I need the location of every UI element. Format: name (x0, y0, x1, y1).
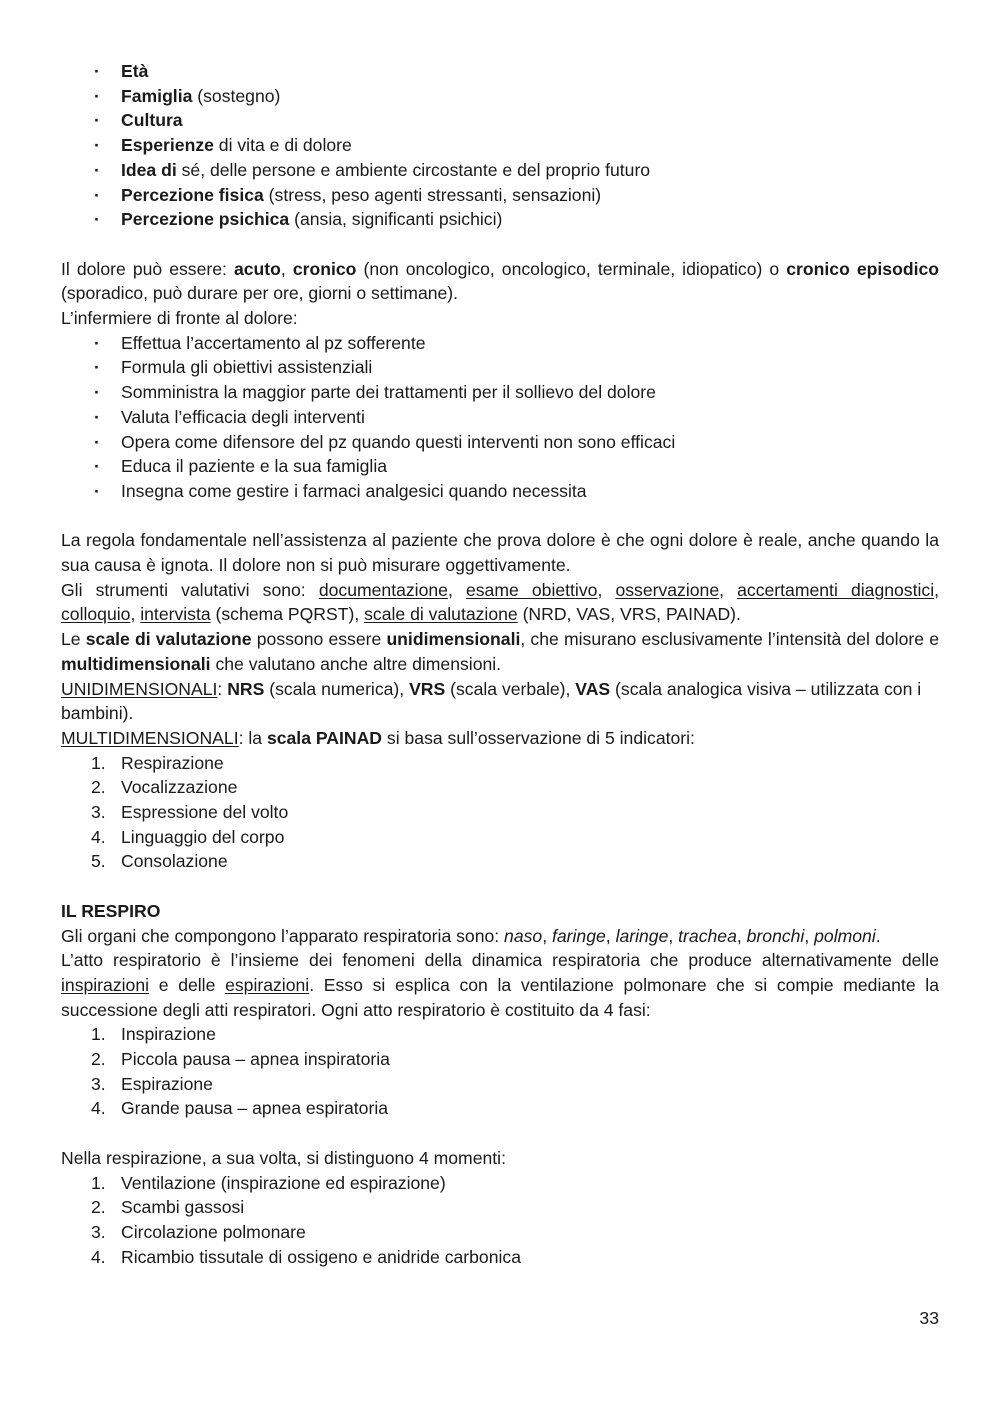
organs-paragraph: Gli organi che compongono l’apparato respiratoria sono: naso, faringe, laringe, trachea, bronchi, polmoni. (61, 925, 881, 946)
list-item: 1. Respirazione (91, 752, 224, 773)
list-item: · Effettua l’accertamento al pz sofferente (61, 331, 939, 356)
list-item: · Valuta l’efficacia degli interventi (61, 405, 939, 430)
list-item: 1. Ventilazione (inspirazione ed espirazione) (91, 1172, 446, 1193)
list-item: · Cultura (61, 108, 939, 133)
list-item: 4. Grande pausa – apnea espiratoria (91, 1098, 389, 1119)
list-item: · Somministra la maggior parte dei trattamenti per il sollievo del dolore (61, 380, 939, 405)
list-item: · Formula gli obiettivi assistenziali (61, 355, 939, 380)
list-item: 5. Consolazione (91, 851, 228, 872)
moments-intro: Nella respirazione, a sua volta, si distinguono 4 momenti: (61, 1147, 506, 1168)
respiration-moments-list (61, 1171, 939, 1270)
list-item: · Educa il paziente e la sua famiglia (61, 454, 939, 479)
scales-paragraph: Le scale di valutazione possono essere unidimensionali, che misurano esclusivamente l’intensità del dolore e multidimensionali che valutano anche altre dimensioni. (61, 629, 939, 674)
section-heading: IL RESPIRO (61, 900, 161, 921)
list-item: · Insegna come gestire i farmaci analgesici quando necessita (61, 479, 939, 504)
unidimensional-paragraph: UNIDIMENSIONALI: NRS (scala numerica), VRS (scala verbale), VAS (scala analogica visiva – utilizzata con i bambini). (61, 678, 922, 724)
list-item: 2. Scambi gassosi (91, 1197, 245, 1218)
list-item: · Età (61, 59, 939, 84)
list-item: 3. Espressione del volto (91, 802, 289, 823)
list-item: · Percezione fisica (stress, peso agenti stressanti, sensazioni) (61, 183, 939, 208)
rule-paragraph: La regola fondamentale nell’assistenza al paziente che prova dolore è che ogni dolore è reale, anche quando la sua causa è ignota. Il dolore non si può misurare oggettivamente. (61, 530, 939, 576)
list-item: 1. Inspirazione (91, 1024, 216, 1045)
list-item: 2. Vocalizzazione (91, 777, 238, 798)
painad-indicators-list (61, 751, 939, 875)
multidimensional-paragraph: MULTIDIMENSIONALI: la scala PAINAD si basa sull’osservazione di 5 indicatori: (61, 727, 695, 748)
pain-types-paragraph: Il dolore può essere: acuto, cronico (non oncologico, oncologico, terminale, idiopatico) o cronico episodico (sporadico, può durare per ore, giorni o settimane). (61, 258, 939, 304)
nurse-tasks-list (61, 331, 939, 504)
list-item: · Percezione psichica (ansia, significanti psichici) (61, 207, 939, 232)
nurse-intro: L’infermiere di fronte al dolore: (61, 308, 298, 329)
list-item: 4. Linguaggio del corpo (91, 826, 285, 847)
pain-factors-list (61, 59, 939, 232)
list-item: · Opera come difensore del pz quando questi interventi non sono efficaci (61, 430, 939, 455)
respiratory-phases-list (61, 1022, 939, 1121)
list-item: 2. Piccola pausa – apnea inspiratoria (91, 1049, 390, 1070)
respiratory-act-paragraph: L’atto respiratorio è l’insieme dei fenomeni della dinamica respiratoria che produce alternativamente delle inspirazioni e delle espirazioni. Esso si esplica con la ventilazione polmonare che si compie mediante la successione degli atti respiratori. Ogni atto respiratorio è costituito da 4 fasi: (61, 950, 939, 1020)
list-item: 4. Ricambio tissutale di ossigeno e anidride carbonica (91, 1246, 521, 1267)
list-item: · Famiglia (sostegno) (61, 84, 939, 109)
page-content (61, 59, 939, 1269)
list-item: · Idea di sé, delle persone e ambiente circostante e del proprio futuro (61, 158, 939, 183)
page-number: 33 (919, 1308, 939, 1328)
tools-paragraph: Gli strumenti valutativi sono: documentazione, esame obiettivo, osservazione, accertamenti diagnostici, colloquio, intervista (schema PQRST), scale di valutazione (NRD, VAS, VRS, PAINAD). (61, 579, 939, 625)
list-item: · Esperienze di vita e di dolore (61, 133, 939, 158)
list-item: 3. Circolazione polmonare (91, 1221, 306, 1242)
list-item: 3. Espirazione (91, 1073, 213, 1094)
